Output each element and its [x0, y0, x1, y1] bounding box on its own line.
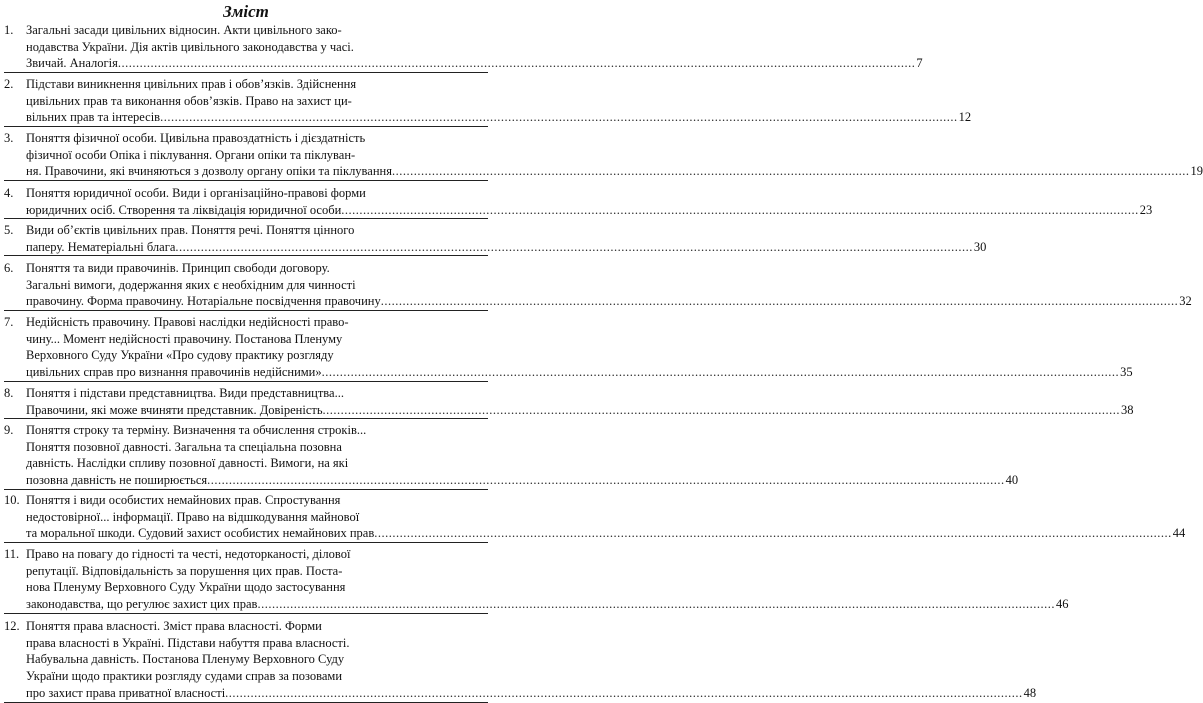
entry-number: 1.	[4, 23, 14, 37]
entry-line: Поняття і види особистих немайнових прав. Спростування	[26, 493, 341, 507]
contents-entry[interactable]	[4, 22, 923, 73]
page-number: 44	[1172, 526, 1186, 541]
entry-last-line	[26, 202, 1153, 219]
contents-entry[interactable]	[4, 260, 1192, 311]
entry-text	[26, 422, 1019, 489]
page-number: 23	[1139, 202, 1153, 217]
entry-line: недостовірної... інформації. Право на відшкодування майнової	[26, 509, 360, 524]
dot-leader: ............................................................................................................................................................................................................................	[160, 110, 958, 125]
entry-line: Підстави виникнення цивільних прав і обов’язків. Здійснення	[26, 77, 357, 91]
page-number: 48	[1023, 685, 1037, 700]
contents-entry[interactable]	[4, 314, 1133, 382]
entry-line: Верховного Суду України «Про судову практику розгляду	[26, 348, 334, 363]
page-number: 19	[1190, 164, 1203, 179]
entry-number: 6.	[4, 261, 14, 275]
dot-leader: ............................................................................................................................................................................................................................	[380, 294, 1179, 309]
entry-last-line	[26, 55, 923, 72]
entry-line: давність. Наслідки спливу позовної давності. Вимоги, на які	[26, 456, 349, 471]
entry-last-line	[26, 525, 1186, 542]
dot-leader: ............................................................................................................................................................................................................................	[374, 526, 1172, 541]
dot-leader: ............................................................................................................................................................................................................................	[341, 202, 1139, 217]
entry-line: паперу. Нематеріальні блага	[26, 239, 176, 254]
contents-entry[interactable]	[4, 546, 1069, 614]
dot-leader: ............................................................................................................................................................................................................................	[207, 473, 1005, 488]
dot-leader: ............................................................................................................................................................................................................................	[322, 402, 1121, 417]
entry-line: юридичних осіб. Створення та ліквідація юридичної особи	[26, 202, 342, 217]
entry-line: нодавства України. Дія актів цивільного законодавства у часі.	[26, 39, 354, 54]
entry-number: 4.	[4, 186, 14, 200]
entry-number: 7.	[4, 315, 14, 329]
entry-line: Набувальна давність. Постанова Пленуму Верховного Суду	[26, 652, 345, 667]
entry-line: Поняття і підстави представництва. Види представництва...	[26, 386, 344, 400]
entry-number: 12.	[4, 619, 20, 633]
entry-number: 9.	[4, 423, 14, 437]
page-number: 40	[1005, 473, 1019, 488]
entry-line: Поняття фізичної особи. Цивільна правоздатність і дієздатність	[26, 131, 366, 145]
entry-line: Звичай. Аналогія	[26, 56, 118, 71]
entry-line: ня. Правочини, які вчиняються з дозволу органу опіки та піклування	[26, 164, 392, 179]
entry-last-line	[26, 239, 987, 256]
contents-entry[interactable]	[4, 222, 987, 256]
entry-last-line	[26, 685, 1037, 702]
entry-line: Загальні вимоги, додержання яких є необхідним для чинності	[26, 277, 356, 292]
entry-line: та моральної шкоди. Судовий захист особистих немайнових прав	[26, 526, 375, 541]
dot-leader: ............................................................................................................................................................................................................................	[321, 365, 1120, 380]
entry-number: 5.	[4, 223, 14, 237]
entry-line: правочину. Форма правочину. Нотаріальне посвідчення правочину	[26, 294, 381, 309]
entry-number: 10.	[4, 493, 20, 507]
contents-entry[interactable]	[4, 385, 1134, 419]
entry-line: про захист права приватної власності	[26, 685, 226, 700]
entry-line: нова Пленуму Верховного Суду України щодо застосування	[26, 580, 346, 595]
page-number: 12	[958, 110, 972, 125]
dot-leader: ............................................................................................................................................................................................................................	[257, 597, 1055, 612]
entry-last-line	[26, 364, 1133, 381]
entry-text	[26, 385, 1134, 418]
entry-number: 11.	[4, 547, 20, 561]
page-number: 35	[1120, 365, 1133, 380]
dot-leader: ............................................................................................................................................................................................................................	[225, 685, 1023, 700]
dot-leader: ............................................................................................................................................................................................................................	[175, 239, 973, 254]
entry-text	[26, 22, 923, 72]
entry-last-line	[26, 109, 972, 126]
entry-text	[26, 492, 1186, 542]
entry-line: Поняття та види правочинів. Принцип свободи договору.	[26, 261, 330, 275]
entry-text	[26, 546, 1069, 613]
page-number: 30	[973, 239, 987, 254]
contents-entry[interactable]	[4, 618, 1037, 703]
entry-line: цивільних справ про визнання правочинів недійсними»	[26, 365, 322, 380]
entry-line: Поняття строку та терміну. Визначення та обчислення строків...	[26, 423, 367, 437]
entry-text	[26, 260, 1192, 310]
entry-line: Правочини, які може вчиняти представник. Довіреність	[26, 402, 323, 417]
entry-line: фізичної особи Опіка і піклування. Органи опіки та піклуван-	[26, 147, 356, 162]
entry-line: Загальні засади цивільних відносин. Акти цивільного зако-	[26, 23, 342, 37]
entry-line: вільних прав та інтересів	[26, 110, 161, 125]
page-number: 32	[1179, 294, 1192, 309]
entry-text	[26, 130, 1203, 180]
contents-entry[interactable]	[4, 76, 972, 127]
entry-text	[26, 314, 1133, 381]
entry-line: Поняття позовної давності. Загальна та спеціальна позовна	[26, 439, 342, 454]
entry-text	[26, 76, 972, 126]
page-title: Зміст	[223, 2, 269, 21]
entry-last-line	[26, 472, 1019, 489]
contents-entry[interactable]	[4, 185, 1153, 219]
entry-line: чину... Момент недійсності правочину. Постанова Пленуму	[26, 331, 343, 346]
entry-last-line	[26, 293, 1192, 310]
entry-last-line	[26, 596, 1069, 613]
entry-text	[26, 618, 1037, 702]
contents-entry[interactable]	[4, 422, 1019, 490]
entry-line: Недійсність правочину. Правові наслідки недійсності право-	[26, 315, 349, 329]
page-number: 46	[1055, 597, 1069, 612]
page-number: 7	[916, 56, 923, 71]
entry-line: права власності в Україні. Підстави набуття права власності.	[26, 635, 350, 650]
entry-last-line	[26, 163, 1203, 180]
entry-line: цивільних прав та виконання обов’язків. Право на захист ци-	[26, 93, 352, 108]
entry-line: законодавства, що регулює захист цих прав	[26, 597, 258, 612]
dot-leader: ............................................................................................................................................................................................................................	[117, 56, 916, 71]
entry-line: позовна давність не поширюється	[26, 473, 208, 488]
page-number: 38	[1121, 402, 1134, 417]
entry-last-line	[26, 402, 1134, 419]
entry-line: Поняття юридичної особи. Види і організаційно-правові форми	[26, 186, 366, 200]
entry-text	[26, 222, 987, 255]
entry-number: 2.	[4, 77, 14, 91]
entry-number: 8.	[4, 386, 14, 400]
entry-number: 3.	[4, 131, 14, 145]
entry-line: Право на повагу до гідності та честі, недоторканості, ділової	[26, 547, 351, 561]
entry-line: Види об’єктів цивільних прав. Поняття речі. Поняття цінного	[26, 223, 355, 237]
contents-entry[interactable]	[4, 130, 1203, 181]
dot-leader: ............................................................................................................................................................................................................................	[391, 164, 1190, 179]
entry-line: України щодо практики розгляду судами справ за позовами	[26, 669, 343, 684]
entry-text	[26, 185, 1153, 218]
entry-line: репутації. Відповідальність за порушення цих прав. Поста-	[26, 563, 343, 578]
entry-line: Поняття права власності. Зміст права власності. Форми	[26, 619, 322, 633]
contents-entry[interactable]	[4, 492, 1186, 543]
